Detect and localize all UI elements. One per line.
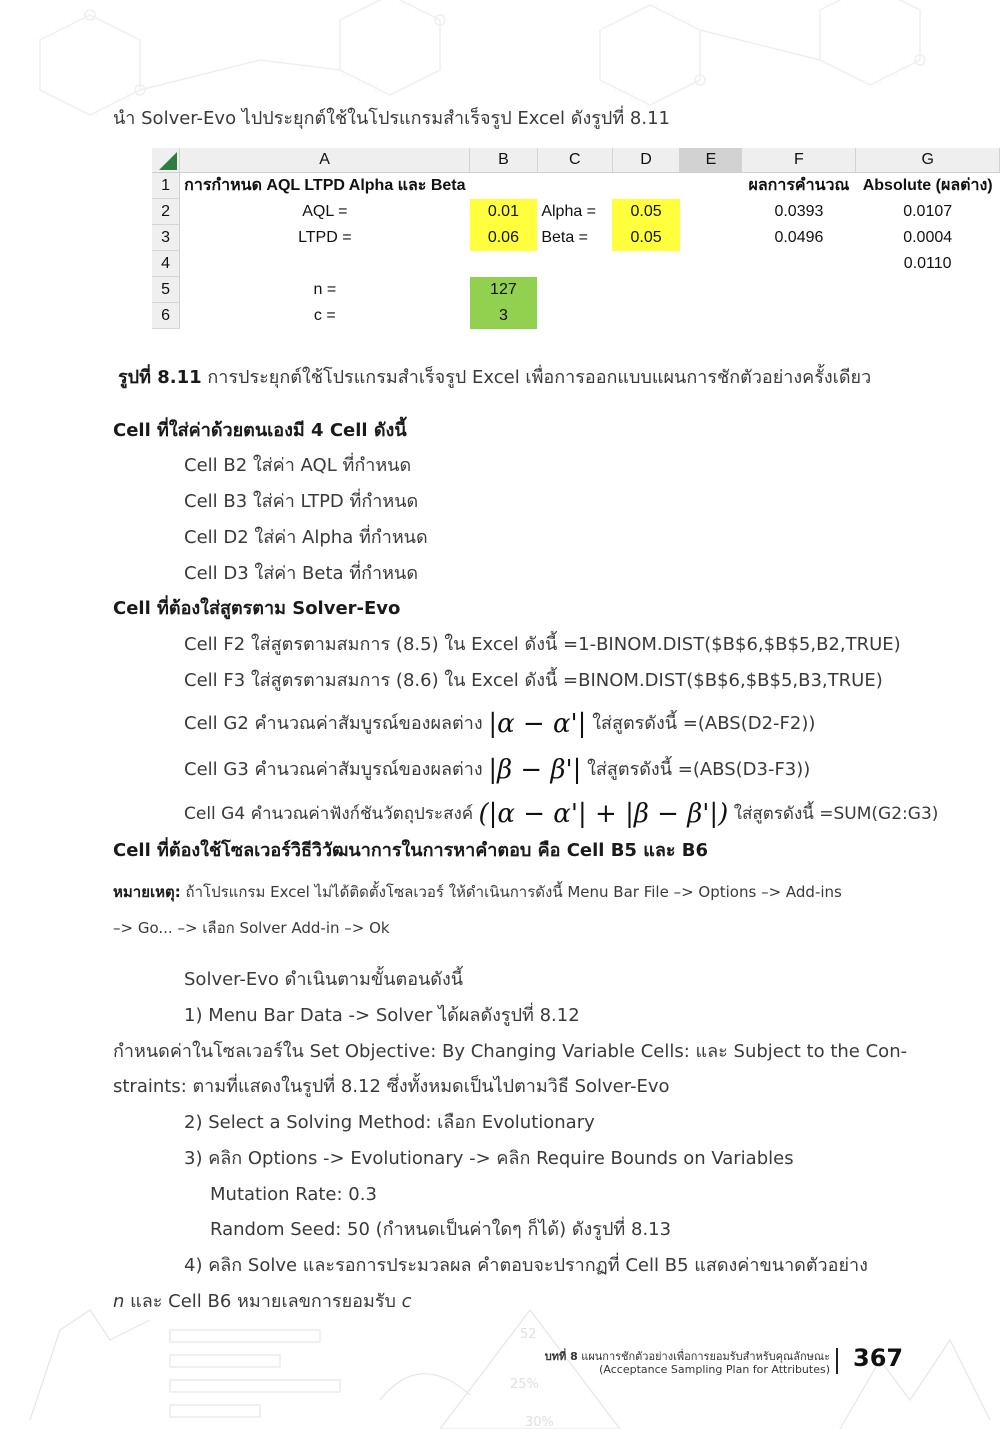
cell-g5[interactable]	[856, 277, 1000, 303]
cell-a5[interactable]: n =	[313, 280, 337, 298]
footer-chapter-subtitle: (Acceptance Sampling Plan for Attributes)	[599, 1363, 830, 1376]
formula-g4	[184, 799, 939, 829]
footer-chapter	[545, 1350, 830, 1376]
manual-cell-item: Cell D2 ใส่ค่า Alpha ที่กำหนด	[184, 527, 428, 548]
step-1: 1) Menu Bar Data -> Solver ได้ผลดังรูปที่ 8.12	[184, 1005, 580, 1026]
step-4: 4) คลิก Solve และรอการประมวลผล คำตอบจะปรากฏที่ Cell B5 แสดงค่าขนาดตัวอย่าง	[184, 1255, 868, 1276]
cell-g3[interactable]: 0.0004	[903, 228, 953, 246]
row-header-5[interactable]: 5	[152, 277, 180, 303]
cell-f5[interactable]	[742, 277, 856, 303]
footer-chapter-number: บทที่ 8	[544, 1350, 578, 1363]
cell-d2[interactable]: 0.05	[612, 199, 680, 225]
excel-spreadsheet	[152, 148, 1000, 329]
cell-b1[interactable]	[470, 173, 538, 199]
cell-c6[interactable]	[537, 303, 612, 329]
cell-d4[interactable]	[612, 251, 680, 277]
random-seed: Random Seed: 50 (กำหนดเป็นค่าใดๆ ก็ได้) ดังรูปที่ 8.13	[210, 1219, 672, 1240]
deco-label: 30%	[525, 1415, 554, 1429]
row-header-4[interactable]: 4	[152, 251, 180, 277]
formula-g3	[184, 755, 811, 785]
cell-a3[interactable]: LTPD =	[298, 228, 352, 246]
step-4-continued	[113, 1290, 412, 1314]
formula-g4-text: Cell G4 คำนวณค่าฟังก์ชันวัตถุประสงค์	[184, 804, 474, 824]
cell-e5[interactable]	[680, 277, 742, 303]
col-header-a[interactable]: A	[180, 148, 470, 173]
row-header-1[interactable]: 1	[152, 173, 180, 199]
cell-e1[interactable]	[680, 173, 742, 199]
footer-chapter-title: แผนการชักตัวอย่างเพื่อการยอมรับสำหรับคุณลักษณะ	[577, 1350, 830, 1363]
var-n: n	[113, 1291, 125, 1312]
cell-b4[interactable]	[470, 251, 538, 277]
step-2: 2) Select a Solving Method: เลือก Evolutionary	[184, 1112, 595, 1133]
cell-a1[interactable]: การกำหนด AQL LTPD Alpha และ Beta	[184, 177, 466, 195]
cell-d6[interactable]	[612, 303, 680, 329]
footer-divider	[836, 1348, 838, 1374]
manual-cell-item: Cell B3 ใส่ค่า LTPD ที่กำหนด	[184, 491, 419, 512]
cell-g4[interactable]: 0.0110	[903, 254, 952, 272]
formula-g3-formula: ใส่สูตรดังนี้ =(ABS(D3-F3))	[587, 759, 811, 780]
cell-f3[interactable]: 0.0496	[774, 228, 824, 246]
math-objective: (|α − α'| + |β − β'|)	[478, 799, 729, 829]
cell-c3[interactable]: Beta =	[541, 228, 589, 246]
heading-formula-cells: Cell ที่ต้องใส่สูตรตาม Solver-Evo	[113, 598, 401, 619]
heading-solver-cells: Cell ที่ต้องใช้โซลเวอร์วิธีวิวัฒนาการในการหาคำตอบ คือ Cell B5 และ B6	[113, 840, 709, 861]
formula-g2-text: Cell G2 คำนวณค่าสัมบูรณ์ของผลต่าง	[184, 713, 483, 734]
select-all-corner[interactable]	[152, 148, 180, 173]
formula-f2: Cell F2 ใส่สูตรตามสมการ (8.5) ใน Excel ดังนี้ =1-BINOM.DIST($B$6,$B$5,B2,TRUE)	[184, 634, 901, 655]
cell-g6[interactable]	[856, 303, 1000, 329]
formula-g2	[184, 709, 816, 739]
col-header-g[interactable]: G	[856, 148, 1000, 173]
cell-c4[interactable]	[537, 251, 612, 277]
figure-caption	[118, 366, 871, 390]
cell-e4[interactable]	[680, 251, 742, 277]
intro-text: นำ Solver-Evo ไปประยุกต์ใช้ในโปรแกรมสำเร็จรูป Excel ดังรูปที่ 8.11	[113, 108, 670, 129]
cell-e6[interactable]	[680, 303, 742, 329]
formula-g3-text: Cell G3 คำนวณค่าสัมบูรณ์ของผลต่าง	[184, 759, 483, 780]
note-label: หมายเหตุ:	[113, 883, 181, 901]
cell-b3[interactable]: 0.06	[470, 225, 538, 251]
cell-a6[interactable]: c =	[313, 306, 336, 324]
mutation-rate: Mutation Rate: 0.3	[210, 1184, 377, 1205]
cell-a4[interactable]	[180, 251, 470, 277]
cell-d5[interactable]	[612, 277, 680, 303]
cell-c2[interactable]: Alpha =	[541, 202, 597, 220]
var-c: c	[401, 1291, 412, 1312]
formula-f3: Cell F3 ใส่สูตรตามสมการ (8.6) ใน Excel ดังนี้ =BINOM.DIST($B$6,$B$5,B3,TRUE)	[184, 670, 883, 691]
formula-g2-formula: ใส่สูตรดังนี้ =(ABS(D2-F2))	[592, 713, 816, 734]
col-header-e[interactable]: E	[680, 148, 742, 173]
col-header-c[interactable]: C	[537, 148, 612, 173]
cell-c1[interactable]	[537, 173, 612, 199]
manual-cell-item: Cell B2 ใส่ค่า AQL ที่กำหนด	[184, 455, 412, 476]
steps-intro: Solver-Evo ดำเนินตามขั้นตอนดังนี้	[184, 969, 464, 990]
cell-f1[interactable]: ผลการคำนวณ	[748, 177, 850, 195]
note-line-2: –> Go... –> เลือก Solver Add-in –> Ok	[113, 919, 390, 937]
math-abs-alpha: |α − α'|	[488, 709, 587, 739]
cell-b2[interactable]: 0.01	[470, 199, 538, 225]
cell-g2[interactable]: 0.0107	[903, 202, 953, 220]
cell-d3[interactable]: 0.05	[612, 225, 680, 251]
cell-d1[interactable]	[612, 173, 680, 199]
cell-c5[interactable]	[537, 277, 612, 303]
cell-a2[interactable]: AQL =	[302, 202, 348, 220]
step-4-mid: และ Cell B6 หมายเลขการยอมรับ	[124, 1291, 402, 1312]
cell-f4[interactable]	[742, 251, 856, 277]
cell-f6[interactable]	[742, 303, 856, 329]
col-header-f[interactable]: F	[742, 148, 856, 173]
cell-f2[interactable]: 0.0393	[774, 202, 824, 220]
cell-b6[interactable]: 3	[470, 303, 538, 329]
paragraph-line: กำหนดค่าในโซลเวอร์ใน Set Objective: By Changing Variable Cells: และ Subject to the Con-	[113, 1041, 908, 1062]
step-3: 3) คลิก Options -> Evolutionary -> คลิก Require Bounds on Variables	[184, 1148, 794, 1169]
paragraph-line: straints: ตามที่แสดงในรูปที่ 8.12 ซึ่งทั้งหมดเป็นไปตามวิธี Solver-Evo	[113, 1076, 670, 1097]
col-header-b[interactable]: B	[470, 148, 538, 173]
cell-g1[interactable]: Absolute (ผลต่าง)	[862, 177, 993, 195]
cell-e3[interactable]	[680, 225, 742, 251]
cell-e2[interactable]	[680, 199, 742, 225]
heading-manual-cells: Cell ที่ใส่ค่าด้วยตนเองมี 4 Cell ดังนี้	[113, 420, 407, 441]
row-header-6[interactable]: 6	[152, 303, 180, 329]
page-number: 367	[853, 1344, 904, 1372]
caption-label: รูปที่ 8.11	[118, 367, 202, 388]
note-line-1	[113, 880, 842, 904]
deco-label: 52	[520, 1327, 537, 1342]
deco-label: 25%	[510, 1377, 539, 1392]
row-header-3[interactable]: 3	[152, 225, 180, 251]
formula-g4-formula: ใส่สูตรดังนี้ =SUM(G2:G3)	[733, 804, 939, 824]
manual-cell-item: Cell D3 ใส่ค่า Beta ที่กำหนด	[184, 563, 419, 584]
caption-text: การประยุกต์ใช้โปรแกรมสำเร็จรูป Excel เพื่อการออกแบบแผนการชักตัวอย่างครั้งเดียว	[201, 367, 872, 388]
row-header-2[interactable]: 2	[152, 199, 180, 225]
note-text: ถ้าโปรแกรม Excel ไม่ได้ติดตั้งโซลเวอร์ ให้ดำเนินการดังนี้ Menu Bar File –> Options –> Add-ins	[180, 883, 842, 901]
cell-b5[interactable]: 127	[470, 277, 538, 303]
col-header-d[interactable]: D	[612, 148, 680, 173]
math-abs-beta: |β − β'|	[488, 755, 582, 785]
